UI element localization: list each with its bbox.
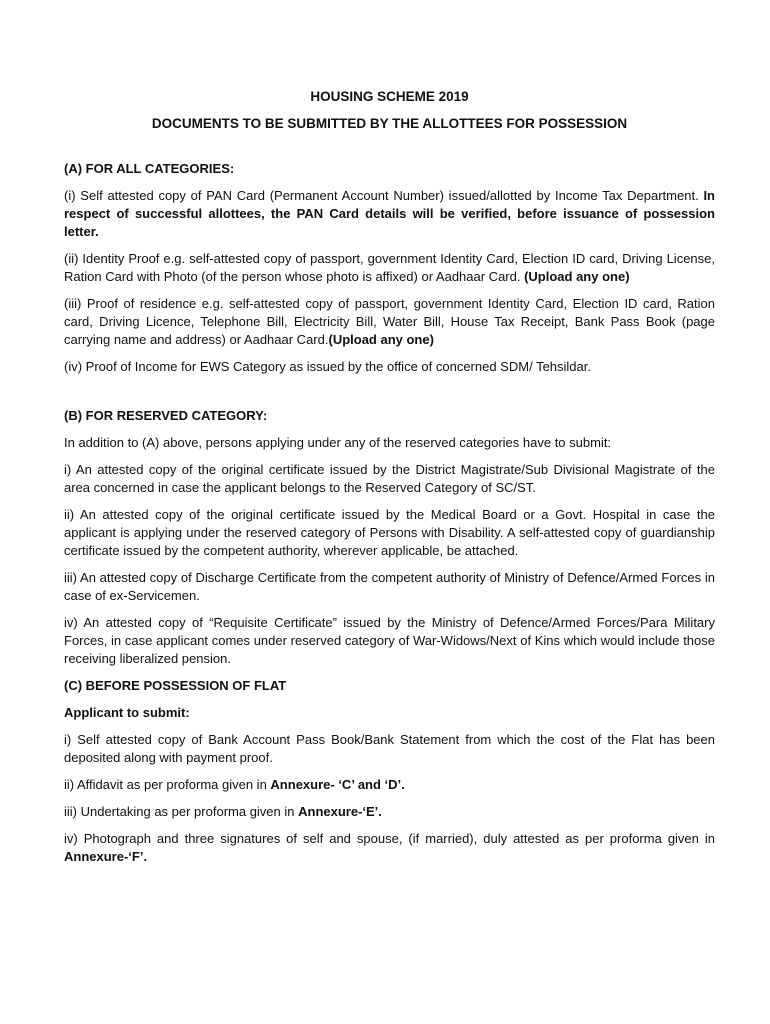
section-a-item-2-bold: (Upload any one) xyxy=(524,269,630,284)
section-a-item-1 xyxy=(64,187,715,241)
section-a-item-2-text: (ii) Identity Proof e.g. self-attested copy of passport, government Identity Card, Election ID card, Driving License, Ration Card with Photo (of the person whose photo is affixed) or Aadhaar Card. xyxy=(64,251,715,284)
section-c-item-4-bold: Annexure-‘F’. xyxy=(64,849,148,864)
section-b-intro: In addition to (A) above, persons applying under any of the reserved categories have to submit: xyxy=(64,435,612,450)
section-c-item-3-text: iii) Undertaking as per proforma given in xyxy=(64,804,299,819)
section-a-item-2 xyxy=(64,250,715,286)
section-c-item-3 xyxy=(64,803,715,821)
section-a-item-3-text: (iii) Proof of residence e.g. self-attested copy of passport, government Identity Card, Election ID card, Ration card, Driving Licence, Telephone Bill, Electricity Bill, Water Bill, House Tax Receipt, Bank Pass Book (page carrying name and address) or Aadhaar Card. xyxy=(64,296,715,347)
document-subtitle: DOCUMENTS TO BE SUBMITTED BY THE ALLOTTEES FOR POSSESSION xyxy=(151,116,628,131)
section-c-heading: (C) BEFORE POSSESSION OF FLAT xyxy=(64,678,287,693)
section-b-item-2: ii) An attested copy of the original certificate issued by the Medical Board or a Govt. Hospital in case the applicant is applying under the reserved category of Persons with Disability. A self-attested copy of guardianship certificate issued by the competent authority, wherever applicable, be attached. xyxy=(64,507,715,558)
section-c-item-2-bold: Annexure- ‘C’ and ‘D’. xyxy=(270,777,405,792)
document-title: HOUSING SCHEME 2019 xyxy=(310,89,469,104)
section-c-item-4 xyxy=(64,830,715,866)
section-c-item-2-text: ii) Affidavit as per proforma given in xyxy=(64,777,271,792)
section-a-item-3-bold: (Upload any one) xyxy=(328,332,434,347)
section-c-item-3-bold: Annexure-‘E’. xyxy=(298,804,382,819)
section-c-item-4-text: iv) Photograph and three signatures of self and spouse, (if married), duly attested as per proforma given in xyxy=(64,831,715,846)
section-a-item-1-bold: In respect of successful allottees, the PAN Card details will be verified, before issuance of possession letter. xyxy=(64,188,715,239)
section-c-item-1: i) Self attested copy of Bank Account Pass Book/Bank Statement from which the cost of the Flat has been deposited along with payment proof. xyxy=(64,732,715,765)
section-a-item-3 xyxy=(64,295,715,349)
section-b-heading: (B) FOR RESERVED CATEGORY: xyxy=(64,408,268,423)
section-a-item-4: (iv) Proof of Income for EWS Category as issued by the office of concerned SDM/ Tehsildar. xyxy=(64,359,591,374)
section-c-item-2 xyxy=(64,776,715,794)
section-a-item-1-text: (i) Self attested copy of PAN Card (Permanent Account Number) issued/allotted by Income Tax Department. xyxy=(64,188,704,203)
section-b-item-1: i) An attested copy of the original certificate issued by the District Magistrate/Sub Divisional Magistrate of the area concerned in case the applicant belongs to the Reserved Category of SC/ST. xyxy=(64,462,715,495)
section-b-item-3: iii) An attested copy of Discharge Certificate from the competent authority of Ministry of Defence/Armed Forces in case of ex-Servicemen. xyxy=(64,570,715,603)
document-page xyxy=(64,88,715,866)
section-c-subheading: Applicant to submit: xyxy=(64,705,190,720)
section-b-item-4: iv) An attested copy of “Requisite Certificate” issued by the Ministry of Defence/Armed Forces/Para Military Forces, in case applicant comes under reserved category of War-Widows/Next of Kins which would include those receiving liberalized pension. xyxy=(64,615,715,666)
section-a-heading: (A) FOR ALL CATEGORIES: xyxy=(64,161,235,176)
